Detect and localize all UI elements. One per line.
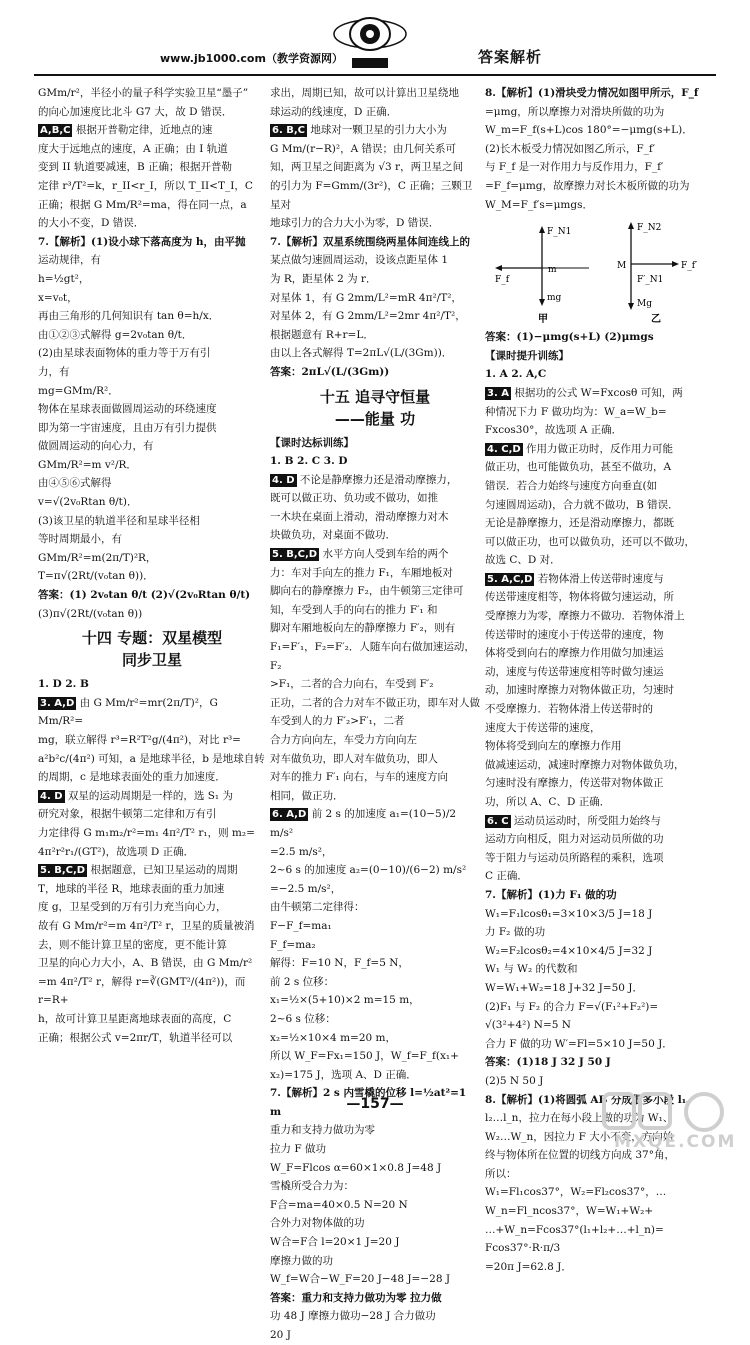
answer-badge: 6. A,D (272, 809, 307, 821)
text-line: 车受到人的力 F′₂>F′₁，二者 (270, 715, 405, 728)
text-line: 等于阻力与运动员所路程的乘积，选项 (485, 851, 664, 864)
text-line: 4π²r²r₁/(GT²)，故选项 D 正确． (38, 845, 195, 858)
text-line: 合力方向向左，车受力方向向左 (270, 734, 417, 746)
arrow-head (495, 265, 502, 271)
text-line: GMm/r²，半径小的量子科学实验卫星“墨子” (38, 87, 249, 99)
equation: W_m=F_f(s+L)cos 180°=−μmg(s+L)． (485, 124, 693, 137)
text-line: =μmg，所以摩擦力对滑块所做的功为 (485, 105, 665, 118)
equation: √(3²+4²) N=5 N (485, 1019, 571, 1032)
text-line: 相同，做正功． (270, 789, 344, 802)
text-line: 定律 r³/T²=k，r_II<r_I，所以 T_II<T_I，C (38, 179, 253, 192)
label-ff-prime: F_f′ (681, 261, 698, 272)
text-line: 传送带速度相等，物体将做匀速运动，所 (485, 591, 674, 604)
text-line: l₂…l_n，拉力在每小段上做的功为 W₁、 (485, 1112, 674, 1125)
text-line: =m 4π²/T² r，解得 r=∛(GMT²/(4π²))，而 r=R+ (38, 975, 246, 1007)
text-line: 某点做匀速圆周运动，设该点距星体 1 (270, 254, 449, 267)
text-line: 5. B,C,D 水平方向人受到车给的两个 (272, 548, 449, 561)
answer-badge: 6. C (487, 815, 509, 827)
arrow-head (628, 303, 634, 310)
label-fn1-prime: F′_N1 (637, 275, 664, 286)
text-line: 与 F_f 是一对作用力与反作用力，F_f′ (485, 161, 664, 174)
answer-line: 答案：重力和支持力做功为零 拉力做 (270, 1291, 442, 1304)
text-line: 6. C 运动员运动时，所受阻力始终与 (487, 814, 661, 827)
text-line: 知，车受到人手的向右的推力 F′₁ 和 (270, 603, 438, 616)
equation: W_n=Fl_ncos37°，W=W₁+W₂+ (485, 1205, 654, 1218)
text-line: 体将受到向右的摩擦力作用做匀加速运 (485, 647, 664, 660)
answer-badge: 5. B,C,D (40, 865, 86, 877)
text-line: T，地球的半径 R，地球表面的重力加速 (38, 882, 225, 895)
page-header (0, 0, 750, 78)
text-line: 可以做正功，也可以做负功，还可以不做功， (485, 535, 695, 548)
arrow-head (539, 226, 545, 233)
text-line: 合外力对物体做的功 (270, 1217, 365, 1230)
watermark-logo-icon (600, 1090, 740, 1134)
text-line: 度大于远地点的速度，A 正确；由 I 轨道 (38, 142, 228, 155)
text-line: 功，所以 A、C、D 正确． (485, 796, 611, 808)
text-line: 块做负功，对桌面不做功． (270, 529, 396, 542)
text-line: =2.5 m/s²， (270, 845, 333, 858)
label-fn1: F_N1 (547, 227, 572, 238)
answer-line: 20 J (270, 1329, 291, 1341)
equation: W_M=F_f′s=μmgs． (485, 198, 593, 211)
text-line: 拉力 F 做功 (270, 1143, 326, 1156)
label-jia: 甲 (538, 314, 548, 326)
subsection-heading: 【课时达标训练】 (270, 436, 354, 449)
text-line: 3. A,D 由 G Mm/r²=mr(2π/T)²，G Mm/R²= (38, 696, 218, 728)
text-line: 卫星的向心力大小，A、B 错误，由 G Mm/r² (38, 957, 253, 970)
text-line: 7.【解析】(1)力 F₁ 做的功 (485, 888, 617, 901)
text-line: 解得：F=10 N，F_f=5 N， (270, 957, 409, 970)
equation: GMm/R²=m(2π/T)²R， (38, 551, 157, 564)
section-heading: 十五 追寻守恒量 ——能量 功 (319, 387, 431, 428)
text-line: (2)长木板受力情况如图乙所示，F_f′ (485, 142, 656, 155)
text-line: 根据题意有 R+r=L． (270, 328, 374, 341)
text-line: 正确；根据公式 v=2πr/T，轨道半径可以 (38, 1031, 233, 1044)
answer-badge: 4. D (272, 474, 295, 486)
subsection-heading: 【课时提升训练】 (485, 349, 569, 362)
equation: 合力 F 做的功 W′=Fl=5×10 J=50 J． (485, 1037, 673, 1050)
label-yi: 乙 (651, 314, 661, 326)
text-line: 4. D 不论是静摩擦力还是滑动摩擦力， (272, 473, 458, 486)
text-line: 4. C,D 作用力做正功时，反作用力可能 (487, 442, 674, 455)
force-diagram (485, 218, 710, 326)
watermark-text: MXQE.COM (614, 1132, 737, 1152)
text-line: 5. A,C,D 若物体滑上传送带时速度与 (487, 572, 664, 585)
text-line: a²b²c/(4π²) 可知，a 是地球半径，b 是地球自转 (38, 752, 265, 765)
text-line: 由①②③式解得 g=2v₀tan θ/t． (38, 328, 193, 341)
text-line: 的大小不变，D 错误． (38, 217, 145, 230)
equation: W_F=Flcos α=60×1×0.8 J=48 J (270, 1161, 442, 1174)
text-line: 6. B,C 地球对一颗卫星的引力大小为 (272, 124, 447, 137)
answer-badge: 4. C,D (487, 443, 521, 455)
equation: (2)F₁ 与 F₂ 的合力 F=√(F₁²+F₂²)= (485, 1000, 659, 1013)
text-line: 做减速运动，减速时摩擦力对物体做负功， (485, 758, 685, 771)
equation: W₁=Fl₁cos37°，W₂=Fl₂cos37°，… (485, 1186, 667, 1199)
text-line: 变到 II 轨道要减速，B 正确；根据开普勒 (38, 161, 233, 174)
text-line: 受摩擦力为零，摩擦力不做功．若物体滑上 (485, 610, 685, 623)
text-line: 动，加速时摩擦力对物体做正功，匀速时 (485, 684, 674, 697)
text-line: 5. B,C,D 根据题意，已知卫星运动的周期 (40, 864, 238, 877)
text-line: 故有 G Mm/r²=m 4π²/T² r，卫星的质量被消 (38, 919, 255, 932)
text-line: =−2.5 m/s²， (270, 882, 342, 895)
text-line: 的周期，c 是地球表面处的重力加速度． (38, 771, 226, 784)
text-line: 匀速时没有摩擦力，传送带对物体做正 (485, 777, 664, 790)
text-line: 力，有 (38, 365, 70, 378)
arrow-head (672, 261, 679, 267)
text-line: 7.【解析】2 s 内雪橇的位移 l=½at²=1 m (270, 1087, 467, 1118)
text-line: x₂)=175 J，选项 A、D 正确． (270, 1068, 417, 1081)
label-M: M (617, 261, 627, 272)
text-line: 4. D 双星的运动周期是一样的，选 S₁ 为 (40, 789, 233, 802)
label-ff: F_f (495, 275, 510, 286)
text-line: 度 g，卫星受到的万有引力充当向心力， (38, 901, 227, 914)
page-number: —157— (346, 1096, 404, 1112)
section-header-title: 答案解析 (478, 48, 543, 66)
text-line: 去，则不能计算卫星的密度，更不能计算 (38, 938, 227, 951)
text-line: 动，速度与传送带速度相等时做匀速运 (485, 665, 664, 678)
text-line: 知，两卫星之间距离为 √3 r，两卫星之间 (270, 161, 464, 174)
text-line: 摩擦力做的功 (270, 1254, 333, 1267)
equation: W=W₁+W₂=18 J+32 J=50 J． (485, 981, 644, 994)
watermark (600, 1090, 740, 1152)
text-line: 球运动的线速度，D 正确． (270, 105, 398, 118)
text-line: 力：车对手向左的推力 F₁，车厢地板对 (270, 566, 453, 579)
arrow-head (539, 299, 545, 306)
equation: W₁=F₁lcosθ₁=3×10×3/5 J=18 J (485, 907, 653, 920)
equation: Fcos37°·R·π/3 (485, 1242, 561, 1255)
answer-line: 功 48 J 摩擦力做功−28 J 合力做功 (270, 1310, 436, 1323)
answer-line: 答案：(1)18 J 32 J 50 J (485, 1056, 611, 1069)
equation: 由以上各式解得 T=2πL√(L/(3Gm))． (270, 347, 453, 360)
text-line: 做圆周运动的向心力，有 (38, 440, 154, 453)
text-line: 匀速圆周运动)，合力就不做功，B 错误． (485, 498, 679, 511)
section-heading: 十四 专题：双星模型 同步卫星 (81, 629, 223, 670)
text-line: 脚对车厢地板向左的静摩擦力 F′₂，则有 (270, 622, 456, 635)
column-left (38, 84, 266, 1047)
text-line: 6. A,D 前 2 s 的加速度 a₁=(10−5)/2 m/s² (270, 808, 457, 839)
label-m: m (548, 265, 557, 276)
answer-line: 答案：(1) 2v₀tan θ/t (2)√(2v₀Rtan θ/t) (38, 589, 251, 602)
text-line: 故选 C、D 对． (485, 554, 561, 567)
text-line: (3)该卫星的轨道半径和星球半径相 (38, 514, 200, 527)
text-line: W₂…W_n，因拉力 F 大小不变，方向始 (485, 1130, 674, 1143)
equation: x₁=½×(5+10)×2 m=15 m， (270, 994, 420, 1007)
text-line: 对车做负功，即人对车做负功，即人 (270, 752, 438, 765)
text-line: 由④⑤⑥式解得 (38, 477, 112, 490)
text-line: 正确；根据 G Mm/R²=ma，得在同一点，a (38, 198, 247, 211)
text-line: 正功，二者的合力对车不做正功，即车对人做 (270, 696, 480, 709)
answer-line: 1. B 2. C 3. D (270, 455, 348, 468)
text-line: 前 2 s 位移： (270, 975, 335, 988)
answer-badge: 4. D (40, 790, 63, 802)
equation: 对星体 2，有 G 2mm/L²=2mr 4π²/T²， (270, 310, 466, 323)
equation: h=½gt²， (38, 272, 90, 285)
text-line: 物体在星球表面做圆周运动的环绕速度 (38, 403, 217, 416)
answer-line: 1. D 2. B (38, 678, 89, 691)
equation: x=v₀t， (38, 291, 78, 304)
text-line: 运动方向相反，阻力对运动员所做的功 (485, 833, 664, 846)
text-line: mg，联立解得 r³=R²T²g/(4π²)，对比 r³= (38, 734, 241, 746)
text-line: 做正功，也可能做负功，甚至不做功，A (485, 461, 672, 474)
text-line: 一木块在桌面上滑动，滑动摩擦力对木 (270, 510, 449, 523)
equation: T=π√(2Rt/(v₀tan θ))． (38, 570, 154, 583)
text-line: 既可以做正功、负功或不做功，如推 (270, 492, 438, 505)
equation: GMm/R²=m v²/R． (38, 458, 137, 471)
text-line: 地球引力的合力大小为零，D 错误． (270, 217, 440, 230)
label-Mg: Mg (637, 299, 652, 310)
text-line: 为 R，距星体 2 为 r． (270, 272, 377, 285)
site-url[interactable]: www.jb1000.com（教学资源网） (160, 52, 343, 65)
text-line: 速度大于传送带的速度， (485, 721, 601, 734)
equation: W合=F合 l=20×1 J=20 J (270, 1236, 400, 1249)
equation: W_f=W合−W_F=20 J−48 J=−28 J (270, 1273, 451, 1286)
answer-line: 答案：(1)−μmg(s+L) (2)μmgs (485, 331, 654, 344)
publisher-logo (330, 10, 410, 72)
text-line: F₁=F′₁，F₂=F′₂．人随车向右做加速运动，F₂ (270, 641, 475, 672)
answer-badge: 3. A,D (40, 697, 75, 709)
column-middle (270, 84, 480, 1345)
equation: =20π J=62.8 J． (485, 1260, 572, 1273)
text-line: 3. A 根据功的公式 W=Fxcosθ 可知，两 (487, 386, 683, 399)
text-line: A,B,C 根据开普勒定律，近地点的速 (40, 124, 213, 137)
text-line: 由牛顿第二定律得： (270, 901, 365, 914)
text-line: 7.【解析】(1)设小球下落高度为 h，由平抛 (38, 235, 246, 248)
text-line: 终与物体所在位置的切线方向成 37°角， (485, 1149, 675, 1162)
text-line: 对车的推力 F′₁ 向右，与车的速度方向 (270, 771, 449, 784)
text-line: >F₁，二者的合力向右，车受到 F′₂ (270, 678, 434, 691)
answer-line: 答案：2πL√(L/(3Gm)) (270, 365, 390, 378)
text-line: 7.【解析】双星系统围绕两星体间连线上的 (270, 235, 470, 248)
equation: W₂=F₂lcosθ₂=4×10×4/5 J=32 J (485, 944, 653, 957)
answer-badge: 3. A (487, 387, 509, 399)
answer-line: 1. A 2. A,C (485, 368, 547, 381)
text-line: 8.【解析】(1)将圆弧 AB 分成很多小段 l₁、 (485, 1093, 697, 1106)
force-diagram-svg (485, 218, 710, 326)
text-line: =F_f=μmg，故摩擦力对长木板所做的功为 (485, 179, 690, 192)
equation: …+W_n=Fcos37°(l₁+l₂+…+l_n)= (485, 1223, 664, 1236)
text-line: 求出，周期已知，故可以计算出卫星绕地 (270, 87, 459, 99)
text-line: 的向心加速度比北斗 G7 大，故 D 错误． (38, 105, 233, 118)
equation: x₂=½×10×4 m=20 m， (270, 1031, 396, 1044)
arrow-head (628, 222, 634, 229)
text-line: 错误．若合力始终与速度方向垂直(如 (485, 479, 658, 492)
text-line: 再由三角形的几何知识有 tan θ=h/x． (38, 310, 220, 323)
equation: v=√(2v₀Rtan θ/t)． (38, 496, 138, 509)
text-line: 种情况下力 F 做功均为：W_a=W_b= (485, 405, 667, 418)
text-line: 力 F₂ 做的功 (485, 926, 546, 939)
answer-badge: 6. B,C (272, 125, 305, 137)
text-line: 脚向右的静摩擦力 F₂，由牛顿第三定律可 (270, 585, 464, 598)
text-line: 所以 W_F=Fx₁=150 J，W_f=F_f(x₁+ (270, 1050, 459, 1063)
text-line: 力定律得 G m₁m₂/r²=m₁ 4π²/T² r₁，则 m₂= (38, 826, 255, 839)
text-line: 2~6 s 的加速度 a₂=(0−10)/(6−2) m/s² (270, 864, 467, 877)
text-line: 无论是静摩擦力，还是滑动摩擦力，都既 (485, 517, 674, 530)
answer-line: (2)5 N 50 J (485, 1074, 544, 1087)
text-line: 不受摩擦力．若物体滑上传送带时的 (485, 703, 653, 716)
equation: 对星体 1，有 G 2mm/L²=mR 4π²/T²， (270, 291, 462, 304)
equation: F−F_f=ma₁ (270, 919, 332, 932)
text-line: 物体将受到向左的摩擦力作用 (485, 740, 622, 753)
answer-badge: A,B,C (40, 125, 71, 137)
text-line: 研究对象，根据牛顿第二定律和万有引 (38, 808, 217, 821)
text-line: h，故可计算卫星距离地球表面的高度，C (38, 1012, 232, 1025)
text-line: W₁ 与 W₂ 的代数和 (485, 963, 578, 976)
equation: F合=ma=40×0.5 N=20 N (270, 1198, 408, 1211)
answer-badge: 5. A,C,D (487, 573, 533, 585)
text-line: Fxcos30°，故选项 A 正确． (485, 424, 623, 437)
text-line: 运动规律，有 (38, 254, 101, 267)
text-line: G Mm/(r−R)²，A 错误；由几何关系可 (270, 142, 457, 155)
text-line: 的引力为 F=Gmm/(3r²)，C 正确；三颗卫星对 (270, 179, 473, 211)
text-line: (2)由星球表面物体的重力等于万有引 (38, 347, 211, 360)
answer-line: (3)π√(2Rt/(v₀tan θ)) (38, 607, 143, 620)
text-line: 等时周期最小，有 (38, 533, 122, 546)
text-line: 重力和支持力做功为零 (270, 1124, 375, 1137)
text-line: 传送带时的速度小于传送带的速度，物 (485, 628, 664, 641)
label-mg: mg (547, 293, 562, 304)
equation: F_f=ma₂ (270, 938, 316, 951)
text-line: 8.【解析】(1)滑块受力情况如图甲所示，F_f (485, 87, 699, 99)
text-line: 2~6 s 位移： (270, 1012, 336, 1025)
label-fn2: F_N2 (637, 223, 662, 234)
answer-badge: 5. B,C,D (272, 549, 318, 561)
text-line: 所以： (485, 1167, 517, 1180)
text-line: 雪橇所受合力为： (270, 1180, 354, 1193)
text-line: 即为第一宇宙速度，且由万有引力提供 (38, 421, 217, 434)
header-rule (34, 74, 716, 76)
equation: mg=GMm/R²． (38, 384, 119, 397)
text-line: C 正确． (485, 870, 528, 883)
